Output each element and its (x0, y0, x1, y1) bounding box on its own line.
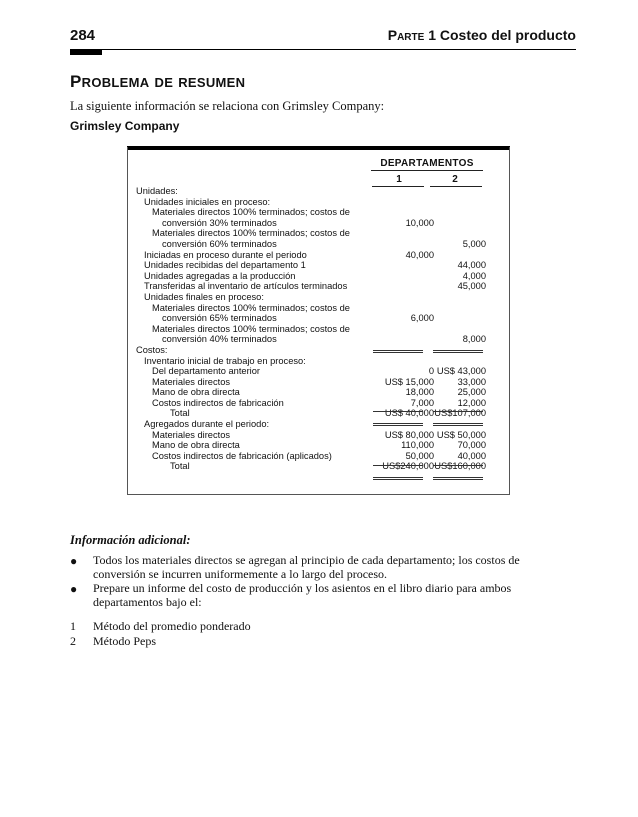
row-value-dept-2: US$ 50,000 (436, 429, 486, 440)
row-label: Unidades recibidas del departamento 1 (144, 260, 306, 271)
section-title (70, 72, 245, 92)
table-row (136, 271, 486, 282)
table-row (136, 292, 486, 303)
row-label: conversión 30% terminados (162, 217, 277, 228)
row-label: Unidades finales en proceso: (144, 291, 264, 302)
column-header-1: 1 (396, 174, 402, 185)
row-label: Mano de obra directa (152, 387, 240, 398)
row-label: Costos indirectos de fabricación (152, 397, 284, 408)
row-value-dept-1: US$ 15,000 (384, 376, 434, 387)
column-header-2: 2 (452, 174, 458, 185)
row-value-dept-1: 50,000 (405, 450, 434, 461)
row-label: Del departamento anterior (152, 366, 261, 377)
row-value-dept-2: 4,000 (462, 270, 486, 281)
rule-total-added-2 (433, 477, 483, 480)
row-value-dept-1: US$ 80,000 (384, 429, 434, 440)
table-rows (136, 186, 486, 472)
table-row (136, 313, 486, 324)
row-value-dept-2: 45,000 (457, 281, 486, 292)
table-row (136, 366, 486, 377)
table-row (136, 260, 486, 271)
rule-total-1 (373, 423, 423, 426)
title-de: DE (154, 75, 174, 90)
row-label: Transferidas al inventario de artículos terminados (144, 281, 348, 292)
title-resumen: RESUMEN (178, 75, 246, 90)
rule-subtotal-1 (373, 411, 423, 412)
table-row (136, 218, 486, 229)
title-cap-p: P (70, 72, 82, 91)
row-label: Costos indirectos de fabricación (aplicados) (152, 450, 332, 461)
part-label-rest: ARTE (397, 32, 425, 43)
row-label: Mano de obra directa (152, 440, 240, 451)
row-label: Materiales directos 100% terminados; costos de (152, 323, 350, 334)
row-label: Unidades: (136, 186, 178, 196)
row-value-dept-1: 7,000 (410, 397, 434, 408)
row-label: conversión 40% terminados (162, 334, 277, 345)
table-row (136, 207, 486, 218)
table-row (136, 461, 486, 472)
part-number: 1 (428, 27, 436, 43)
row-label: Materiales directos 100% terminados; costos de (152, 228, 350, 239)
bullet-text-1: Todos los materiales directos se agregan al principio de cada departamento; los costos de conversión se incurren uniformemente a lo largo del proceso. (93, 553, 520, 581)
row-value-dept-2: 70,000 (457, 440, 486, 451)
table-row (136, 197, 486, 208)
row-value-dept-1: 10,000 (405, 217, 434, 228)
table-row (136, 250, 486, 261)
row-value-dept-2: US$160,000 (434, 461, 486, 472)
table-row (136, 387, 486, 398)
table-row (136, 440, 486, 451)
table-row (136, 451, 486, 462)
departments-header: DEPARTAMENTOS (380, 158, 474, 169)
rule-subtotal-2 (433, 411, 483, 412)
row-label: conversión 65% terminados (162, 313, 277, 324)
company-name: Grimsley Company (70, 119, 180, 133)
table-row (136, 303, 486, 314)
bullet-icon: ● (70, 582, 78, 596)
row-label: Total (170, 408, 190, 419)
row-value-dept-2: 8,000 (462, 334, 486, 345)
table-row (136, 377, 486, 388)
table-row (136, 186, 486, 197)
row-label: Materiales directos 100% terminados; costos de (152, 207, 350, 218)
row-value-dept-2: 33,000 (457, 376, 486, 387)
rule-total-added-1 (373, 477, 423, 480)
row-label: Agregados durante el periodo: (144, 419, 270, 430)
part-title: Costeo del producto (439, 27, 576, 43)
row-value-dept-1: US$240,000 (382, 461, 434, 472)
row-value-dept-2: 25,000 (457, 387, 486, 398)
row-label: Iniciadas en proceso durante el periodo (144, 249, 307, 260)
table-row (136, 239, 486, 250)
row-label: Materiales directos (152, 376, 231, 387)
method-number-2: 2 (70, 634, 76, 648)
row-label: Materiales directos (152, 429, 231, 440)
row-label: Inventario inicial de trabajo en proceso: (144, 355, 306, 366)
rule-subtotal-added-1 (373, 465, 423, 466)
table-row (136, 398, 486, 409)
part-label-cap: P (387, 27, 398, 43)
table-row (136, 334, 486, 345)
row-label: Total (170, 461, 190, 472)
header-rule (70, 49, 576, 50)
row-label: Unidades iniciales en proceso: (144, 196, 271, 207)
table-row (136, 324, 486, 335)
table-row (136, 430, 486, 441)
header-block-mark (70, 49, 102, 55)
method-number-1: 1 (70, 619, 76, 633)
row-label: Unidades agregadas a la producción (144, 270, 296, 281)
row-value-dept-1: 0 (428, 366, 434, 377)
rule-total-2 (433, 423, 483, 426)
method-text-1: Método del promedio ponderado (93, 619, 251, 633)
row-value-dept-2: 44,000 (457, 260, 486, 271)
row-value-dept-2: US$107,000 (434, 408, 486, 419)
additional-info-title: Información adicional: (70, 533, 191, 547)
row-value-dept-2: 5,000 (462, 238, 486, 249)
method-text-2: Método Peps (93, 634, 156, 648)
departments-rule (371, 170, 483, 171)
table-row (136, 228, 486, 239)
row-value-dept-1: US$ 40,000 (384, 408, 434, 419)
intro-text: La siguiente información se relaciona con Grimsley Company: (70, 99, 385, 113)
title-rest-roblema: ROBLEMA (81, 75, 150, 90)
row-value-dept-1: 40,000 (405, 249, 434, 260)
row-value-dept-2: 12,000 (457, 397, 486, 408)
bullet-icon: ● (70, 554, 78, 568)
rule-subtotal-added-2 (433, 465, 483, 466)
rule-units-2 (433, 350, 483, 353)
row-value-dept-2: 40,000 (457, 450, 486, 461)
table-row (136, 281, 486, 292)
row-value-dept-1: 110,000 (401, 440, 434, 451)
row-label: Costos: (136, 344, 168, 355)
row-value-dept-2: US$ 43,000 (436, 366, 486, 377)
rule-units-1 (373, 350, 423, 353)
table-row (136, 356, 486, 367)
bullet-text-2: Prepare un informe del costo de producción y los asientos en el libro diario para ambos departamentos bajo el: (93, 581, 512, 609)
row-label: Materiales directos 100% terminados; costos de (152, 302, 350, 313)
row-label: conversión 60% terminados (162, 238, 277, 249)
row-value-dept-1: 18,000 (405, 387, 434, 398)
page-number: 284 (70, 27, 96, 44)
row-value-dept-1: 6,000 (410, 313, 434, 324)
running-head (388, 27, 576, 43)
